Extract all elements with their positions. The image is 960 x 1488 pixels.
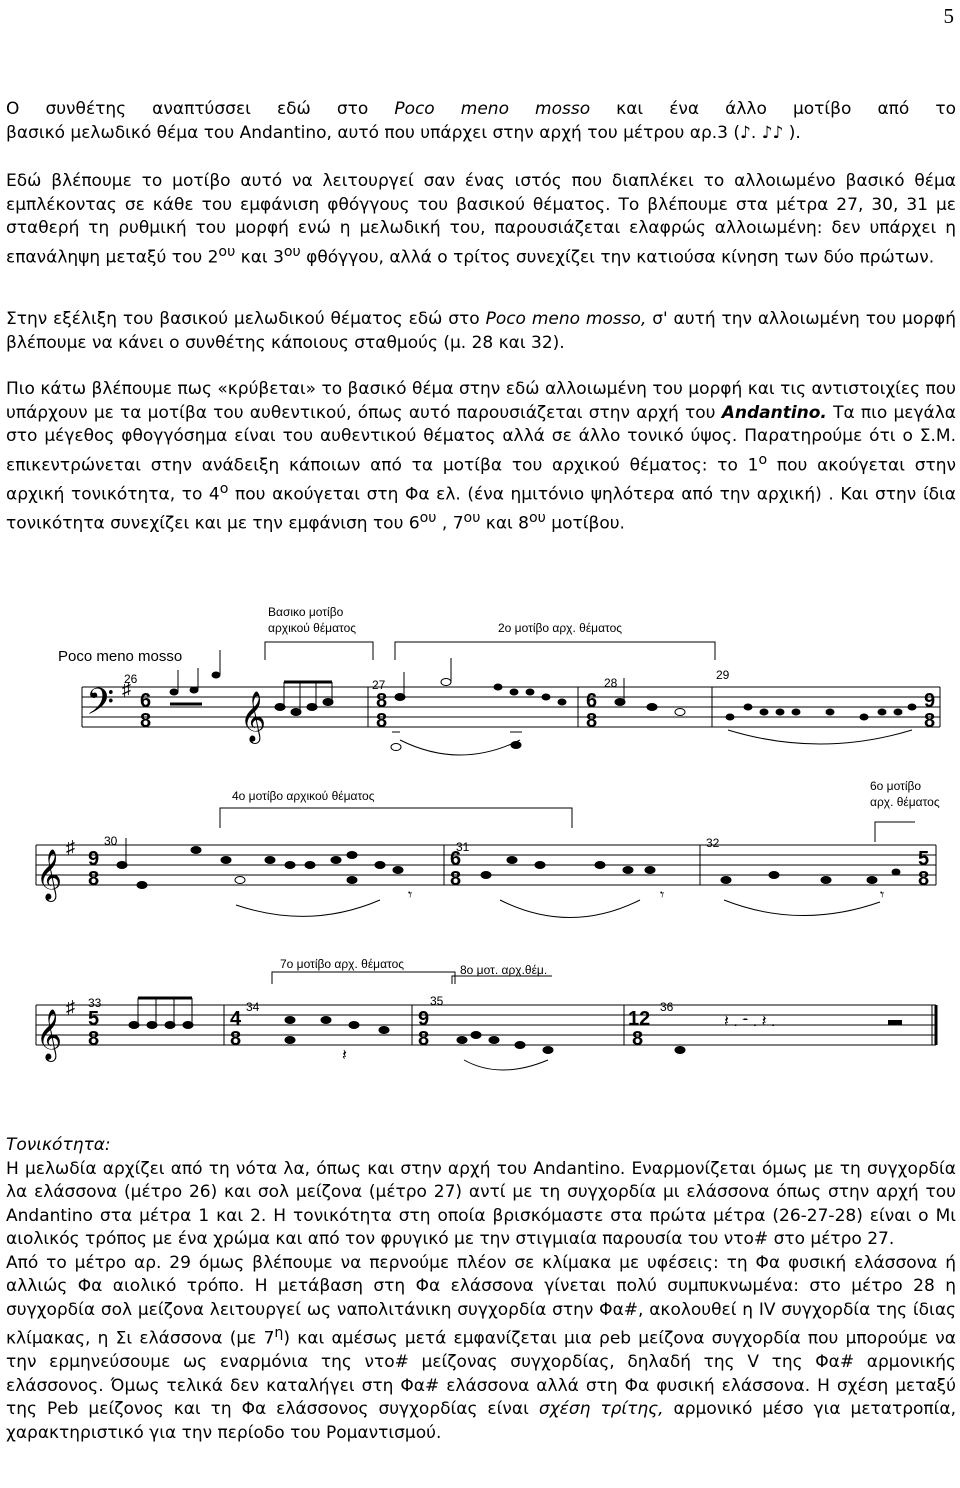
measure-number: 36 [660,1000,674,1014]
treble-clef-icon: 𝄞 [36,850,63,899]
p3-text-a: Στην εξέλιξη του βασικού μελωδικού θέματος εδώ στο [6,309,480,329]
p1-poco: Poco meno mosso [394,99,591,119]
svg-text:9: 9 [88,848,100,870]
p4-text-e: , 7 [436,513,464,534]
p4-sup-o2: ο [219,480,229,497]
label-motif-4: 4ο μοτίβο αρχικού θέματος [232,789,375,803]
svg-text:8: 8 [88,868,100,890]
tonality-text-b: Από το μέτρο αρ. 29 όμως βλέπουμε να περνούμε πλέον σε κλίμακα με υφέσεις: τη Φα φυσική ελάσσονα ή αλλιώς Φα αιολικό τρόπο. Η μετάβαση στη Φα ελάσσονα γίνεται πολύ συμπυκνωμένα: στο μέτρο 28 η συγχορδία σολ μείζονα λειτουργεί ως ναπολιτάνικη συγχορδία στην Φα#, ακολουθεί η IV συγχορδία της ίδιας κλίμακας, η Σι ελάσσονα (με 7 [6,1252,956,1349]
measure-number: 32 [706,836,720,850]
svg-text:8: 8 [88,1028,100,1050]
p3-poco: Poco meno mosso, [485,309,647,329]
tonality-heading-text: Τονικότητα: [6,1135,111,1155]
svg-text:8: 8 [586,710,598,732]
svg-text:9: 9 [924,690,936,712]
p1-line1b: και ένα άλλο μοτίβο από το [616,99,956,119]
sharp-icon: ♯ [122,679,131,699]
bracket-motif-6 [875,822,915,842]
bass-clef-icon: 𝄢 [86,682,115,731]
treble-clef-icon: 𝄞 [36,1010,63,1059]
svg-text:8: 8 [632,1028,644,1050]
svg-text:𝄽: 𝄽 [342,1047,347,1064]
sharp-icon: ♯ [66,997,75,1017]
sharp-icon: ♯ [66,837,75,857]
svg-text:12: 12 [628,1008,651,1030]
page-number: 5 [943,4,954,28]
svg-text:8: 8 [924,710,936,732]
tonality-heading [6,1134,956,1158]
tonality-text-d: αρμονικό μέσο για μετατροπία, χαρακτηριστικό για την περίοδο του Ρομαντισμού. [6,1399,956,1443]
p3-text-b: σ' αυτή την αλλοιωμένη του μορφή βλέπουμε να κάνει ο συνθέτης κάποιους σταθμούς (μ. 28 και 32). [6,309,957,353]
measure-number: 26 [124,672,138,686]
svg-text:4: 4 [230,1008,242,1030]
bracket-motif-7 [272,972,455,984]
svg-text:8: 8 [376,710,388,732]
svg-text:5: 5 [88,1008,100,1030]
p4-text-f: και 8 [480,513,529,534]
p2-text-c: φθόγγου, αλλά ο τρίτος συνεχίζει την κατιούσα κίνηση των δύο πρώτων. [300,247,935,268]
bracket-motif-2 [395,642,715,660]
svg-text:8: 8 [450,868,462,890]
label-motif-7: 7ο μοτίβο αρχ. θέματος [280,957,405,971]
label-motif-6: 6ο μοτίβο αρχ. θέματος [870,779,940,809]
tonality-relation: σχέση τρίτης, [538,1399,664,1420]
svg-text:𝄾: 𝄾 [880,887,885,904]
p2-text-a: Εδώ βλέπουμε το μοτίβο αυτό να λειτουργεί σαν ένας ιστός που διαπλέκει το αλλοιωμένο βασικό θέμα εμπλέκοντας σε κάθε του εμφάνιση φθόγγους του βασικού θέματος. Το βλέπουμε στα μέτρα 27, 30, 31 με σταθερή τη ρυθμική του μορφή ενώ η μελωδική του, παρουσιάζεται ελαφρώς αλλοιωμένη: δεν υπάρχει η επανάληψη μεταξύ του 2 [6,171,956,268]
paragraph-3 [6,308,956,355]
measure-number: 31 [456,840,470,854]
notes [117,650,916,1054]
measure-number: 33 [88,996,102,1010]
svg-text:𝄾: 𝄾 [408,887,413,904]
svg-text:6: 6 [140,690,152,712]
svg-text:8: 8 [376,690,388,712]
paragraph-2 [6,170,956,270]
p2-sup1: ου [218,243,236,260]
paragraph-1 [6,98,956,145]
treble-clef-icon: 𝄞 [240,692,267,741]
svg-text:8: 8 [140,710,152,732]
p1-line1: Ο συνθέτης αναπτύσσει εδώ στο [6,99,369,119]
label-motif-8: 8ο μοτ. αρχ.θέμ. [460,963,548,977]
svg-text:𝄾: 𝄾 [660,887,665,904]
tonality-text-a: Η μελωδία αρχίζει από τη νότα λα, όπως και στην αρχή του Andantino. Εναρμονίζεται όμως με τη συγχορδία λα ελάσσονα (μέτρο 26) και σολ μείζονα (μέτρο 27) αντί με τη συγχορδία μι ελάσσονα όπως στην αρχή του Andantino στα μέτρα 1 και 2. Η τονικότητα στη οποία βρισκόμαστε στα πρώτα μέτρα (26-27-28) είναι ο Μι αιολικός τρόπος με ένα χρώμα και από τον φρυγικό με την στιγμιαία παρουσία του ντο# στο μέτρο 27. [6,1158,956,1249]
measure-number: 35 [430,994,444,1008]
svg-text:6: 6 [586,690,598,712]
p4-text-g: μοτίβου. [545,513,625,534]
svg-text:8: 8 [230,1028,242,1050]
bracket-motif-1 [265,642,373,660]
tempo-marking: Poco meno mosso [58,648,183,665]
label-motif-1: Βασικο μοτίβο αρχικού θέματος [268,605,357,635]
tonality-section [6,1134,956,1445]
p4-text-a: Πιο κάτω βλέπουμε πως «κρύβεται» το βασικό θέμα στην εδώ αλλοιωμένη του μορφή και τις αντιστοιχίες που υπάρχουν με τα μοτίβα του αυθεντικού, όπως αυτό παρουσιάζεται στην αρχή του [6,379,956,423]
svg-text:6: 6 [450,848,462,870]
p4-sup-o1: ο [758,451,768,468]
p4-andantino: Andantino. [721,402,827,423]
paragraph-4 [6,378,956,536]
tonality-sup-n: η [274,1325,284,1341]
p4-sup-b: ου [463,509,481,526]
measure-number: 30 [104,834,118,848]
bracket-motif-4 [220,808,572,828]
label-motif-2: 2ο μοτίβο αρχ. θέματος [498,621,623,635]
svg-text:𝄽 . 𝄼 . 𝄽 .: 𝄽 . 𝄼 . 𝄽 . [724,1013,776,1030]
p4-text-b: Τα πιο μεγάλα στο μέγεθος φθογγόσημα είναι του αυθεντικού θέματος αλλά σε άλλο τονικό ύψος. Παρατηρούμε ότι ο Σ.Μ. επικεντρώνεται στην ανάδειξη κάποιων από τα μοτίβα του αρχικού θέματος: το 1 [6,402,957,476]
p4-text-c: που ακούγεται στην αρχική τονικότητα, το 4 [6,455,956,505]
measure-number: 29 [716,668,730,682]
p4-sup-a: ου [419,509,437,526]
svg-text:9: 9 [418,1008,430,1030]
svg-text:8: 8 [418,1028,430,1050]
music-score [0,580,960,1120]
p4-sup-c: ου [529,509,546,526]
p1-line2: βασικό μελωδικό θέμα του Andantino, αυτό που υπάρχει στην αρχή του μέτρου αρ.3 (♪. ♪♪ ). [6,122,801,143]
p4-text-d: που ακούγεται στη Φα ελ. (ένα ημιτόνιο ψηλότερα από την αρχική) . Και στην ίδια τονικότητα συνεχίζει και με την εμφάνιση του 6 [6,484,957,534]
svg-text:5: 5 [918,848,930,870]
measure-number: 27 [372,678,386,692]
measure-number: 34 [246,1000,260,1014]
tonality-text-c: ) και αμέσως μετά εμφανίζεται μια ρeb μείζονα συγχορδία που μπορούμε να την ερμηνεύσουμε ως εναρμόνια της ντο# μείζονας συγχορδίας, δηλαδή της V της Φα# αρμονικής ελάσσονος. Όμως τελικά δεν καταλήγει στη Φα# ελάσσονα αλλά στη Φα φυσική ελάσσονα. Η σχέση μεταξύ της Ρeb μείζονος και τη Φα ελάσσονος συγχορδίας είναι [6,1328,957,1420]
measure-number: 28 [604,676,618,690]
svg-text:8: 8 [918,868,930,890]
p2-text-b: και 3 [235,247,284,268]
bracket-motif-8 [452,976,552,984]
p2-sup2: ου [283,243,301,260]
